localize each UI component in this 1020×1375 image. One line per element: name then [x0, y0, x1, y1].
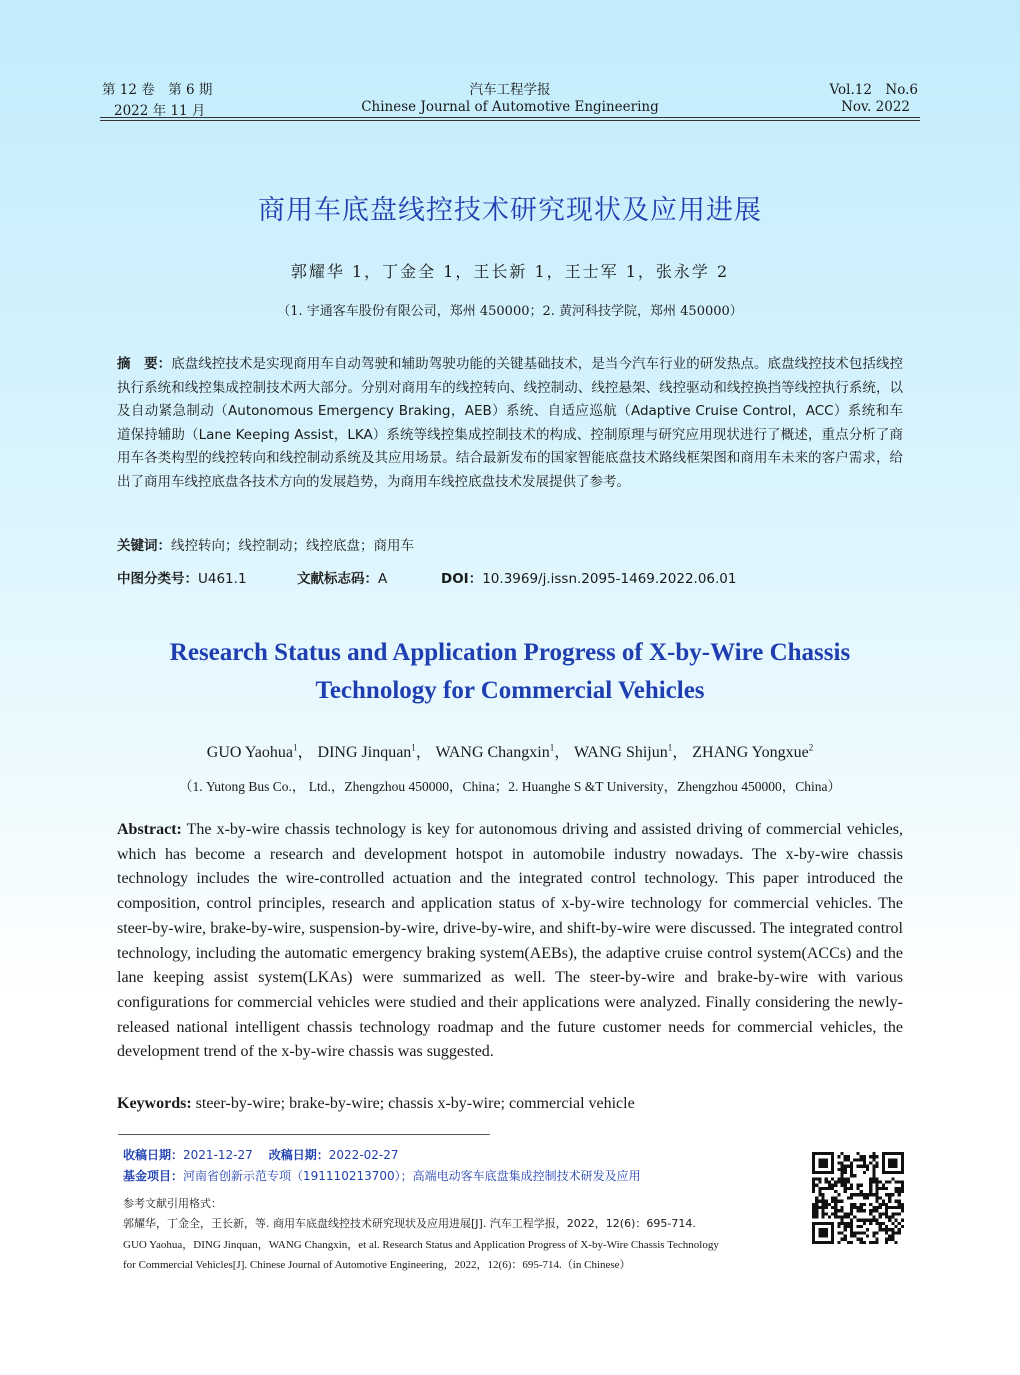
- qr-code-image: [812, 1152, 904, 1244]
- doi: [441, 567, 736, 587]
- fund-line: [123, 1167, 641, 1184]
- date-cn: 2022 年 11 月: [114, 103, 206, 119]
- author-en: GUO Yaohua: [206, 744, 294, 761]
- abstract-en-text: The x-by-wire chassis technology is key for autonomous driving and assisted driving of commercial vehicles, which has become a research and development hotspot in automobile industry nowadays. The x-by-wire chassis technology includes the wire-controlled actuation and the integrated control technology. This paper introduced the composition, control principles, research and application status of x-by-wire technology for commercial vehicles. The steer-by-wire, brake-by-wire, suspension-by-wire, drive-by-wire, and shift-by-wire were discussed. The integrated control technology, including the automatic emergency braking system(AEBs), the adaptive cruise control system(ACCs) and the lane keeping assist system(LKAs) were summarized as well. The steer-by-wire and brake-by-wire with various configurations for commercial vehicles were studied and their applications were analyzed. Finally considering the newly-released national intelligent chassis technology roadmap and the future customer needs for commercial vehicles, the development trend of the x-by-wire chassis was suggested.: [117, 821, 903, 1061]
- paper-title-cn: 商用车底盘线控技术研究现状及应用进展: [258, 195, 762, 226]
- abstract-cn-text: 底盘线控技术是实现商用车自动驾驶和辅助驾驶功能的关键基础技术，是当今汽车行业的研发热点。底盘线控技术包括线控执行系统和线控集成控制技术两大部分。分别对商用车的线控转向、线控制动、线控悬架、线控驱动和线控换挡等线控执行系统，以及自动紧急制动（Autonomous Emergency Braking，AEB）系统、自适应巡航（Adaptive Cruise Control，ACC）系统和车道保持辅助（Lane Keeping Assist，LKA）系统等线控集成控制技术的构成、控制原理与研究应用现状进行了概述，重点分析了商用车各类构型的线控转向和线控制动系统及其应用场景。结合最新发布的国家智能底盘技术路线框架图和商用车未来的客户需求，给出了商用车线控底盘各技术方向的发展趋势，为商用车线控底盘技术发展提供了参考。: [117, 356, 904, 490]
- revised-label: 改稿日期：: [268, 1148, 329, 1162]
- author-affil-sup: 1: [667, 742, 673, 753]
- fund-value: 河南省创新示范专项（191110213700）；高端电动客车底盘集成控制技术研发及应用: [183, 1169, 641, 1183]
- author-affil-sup: 1: [549, 742, 555, 753]
- keywords-cn-text: 线控转向；线控制动；线控底盘；商用车: [171, 538, 414, 554]
- document-code: [297, 567, 387, 587]
- author-en: WANG Shijun: [573, 744, 668, 761]
- doi-value: 10.3969/j.issn.2095-1469.2022.06.01: [482, 571, 737, 587]
- footnote-rule: [118, 1134, 490, 1135]
- keywords-en-text: steer-by-wire; brake-by-wire; chassis x-by-wire; commercial vehicle: [195, 1095, 635, 1112]
- author-affil-sup: 1: [293, 742, 298, 753]
- journal-name-en: Chinese Journal of Automotive Engineering: [361, 99, 659, 115]
- received-label: 收稿日期：: [123, 1148, 184, 1162]
- abstract-cn: [117, 353, 903, 494]
- date-en: Nov. 2022: [841, 99, 910, 115]
- paper-title-en: Research Status and Application Progress of X-by-Wire Chassis Technology for Commercial Vehicles: [169, 639, 851, 704]
- citation-label: 参考文献引用格式：: [123, 1197, 222, 1210]
- clc-label: 中图分类号：: [117, 571, 198, 587]
- keywords-en: [117, 1095, 635, 1113]
- affiliation-en: （1. Yutong Bus Co.， Ltd.，Zhengzhou 450000，China；2. Huanghe S &T University，Zhengzhou 450000，China）: [179, 779, 841, 794]
- keywords-cn: [117, 534, 414, 554]
- revised-date: 2022-02-27: [328, 1148, 399, 1162]
- volume-issue-en: Vol.12 No.6: [829, 82, 918, 98]
- abstract-cn-label: 摘 要：: [117, 356, 172, 372]
- header-rule-bottom: [100, 120, 920, 121]
- author-affil-sup: 1: [411, 742, 416, 753]
- clc-number: [117, 567, 247, 587]
- abstract-en-label: Abstract:: [117, 821, 182, 838]
- keywords-en-label: Keywords:: [117, 1095, 192, 1112]
- author-en: DING Jinquan: [317, 744, 412, 761]
- authors-en: GUO Yaohua$^1$， DING Jinquan$^1$， WANG Changxin$^1$， WANG Shijun$^1$， ZHANG Yongxue$^2$: [206, 742, 814, 761]
- volume-issue-cn: 第 12 卷 第 6 期: [102, 82, 213, 98]
- journal-name-cn: 汽车工程学报: [469, 82, 551, 98]
- doc-code-label: 文献标志码：: [297, 571, 378, 587]
- author-en: WANG Changxin: [435, 744, 550, 761]
- citation-en-line1: GUO Yaohua，DING Jinquan，WANG Changxin，et al. Research Status and Application Progress of X-by-Wire Chassis Technology: [123, 1239, 719, 1251]
- affiliation-cn: （1. 宇通客车股份有限公司，郑州 450000；2. 黄河科技学院，郑州 450000）: [277, 304, 743, 319]
- abstract-en: [117, 818, 903, 1065]
- header-rule-top: [100, 117, 920, 118]
- authors-cn: 郭耀华 1，丁金全 1，王长新 1，王士军 1，张永学 2: [290, 262, 730, 281]
- dates-line: [123, 1146, 399, 1163]
- doc-code-value: A: [378, 571, 388, 587]
- fund-label: 基金项目：: [123, 1169, 184, 1183]
- author-affil-sup: 2: [808, 742, 814, 753]
- citation-cn: 郭耀华，丁金全，王长新，等. 商用车底盘线控技术研究现状及应用进展[J]. 汽车工程学报，2022，12(6)：695-714.: [123, 1217, 696, 1230]
- author-en: ZHANG Yongxue: [692, 744, 809, 761]
- received-date: 2021-12-27: [183, 1148, 253, 1162]
- citation-en-line2: for Commercial Vehicles[J]. Chinese Journal of Automotive Engineering，2022，12(6)：695-714.（in Chinese）: [123, 1259, 631, 1271]
- journal-header: [100, 78, 920, 118]
- clc-value: U461.1: [198, 571, 247, 587]
- doi-label: DOI：: [441, 571, 483, 587]
- keywords-cn-label: 关键词：: [117, 538, 171, 554]
